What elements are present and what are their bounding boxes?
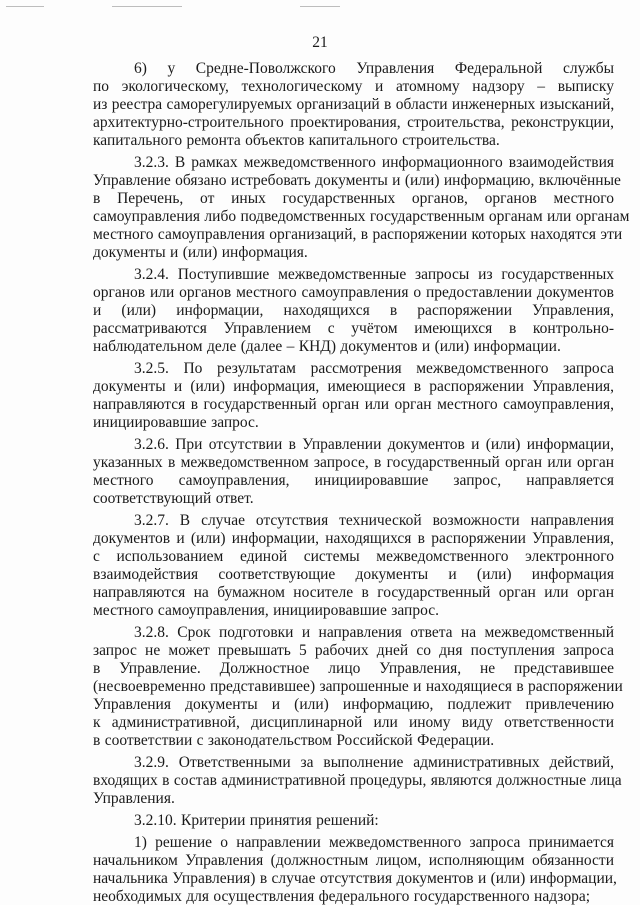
paragraph-p323 (93, 154, 630, 262)
text-line: по экологическому, технологическому и атомному надзору – выписку (93, 78, 614, 95)
text-line: 3.2.10. Критерии принятия решений: (134, 812, 379, 829)
text-line: капитального ремонта объектов капитального строительства. (93, 132, 500, 149)
text-line: самоуправления либо подведомственных государственным органам или органам (93, 208, 630, 225)
text-line: органов или органов местного самоуправления о предоставлении документов (93, 284, 614, 301)
text-line: документы и (или) информация. (93, 244, 308, 261)
text-line: инициировавшие запрос. (93, 414, 259, 431)
text-line: соответствующий ответ. (93, 490, 254, 507)
text-line: входящих в состав административной процедуры, являются должностные лица (93, 772, 622, 789)
paragraph-p6 (93, 60, 614, 150)
text-line: указанных в межведомственном запросе, в государственный орган или орган (93, 454, 614, 471)
text-line: 3.2.7. В случае отсутствия технической возможности направления (134, 512, 614, 529)
paragraph-p328 (93, 624, 623, 750)
text-line: начальника Управления) в случае отсутствия документов и (или) информации, (93, 870, 617, 887)
document-body (93, 60, 630, 906)
paragraph-p326 (93, 436, 614, 508)
text-line: 3.2.6. При отсутствии в Управлении документов и (или) информации, (134, 436, 614, 453)
text-line: 3.2.5. По результатам рассмотрения межведомственного запроса (134, 360, 614, 377)
paragraph-p325 (93, 360, 614, 432)
text-line: Управления документы и (или) информацию, подлежит привлечению (93, 696, 614, 713)
page-number: 21 (312, 34, 328, 51)
text-line: местного самоуправления организаций, в распоряжении которых находятся эти (93, 226, 623, 243)
text-line: 6) у Средне-Поволжского Управления Федеральной службы (134, 60, 614, 77)
scan-artifact (6, 6, 44, 7)
text-line: Управление обязано истребовать документы и (или) информацию, включённые (93, 172, 621, 189)
text-line: из реестра саморегулируемых организаций в области инженерных изысканий, (93, 96, 615, 113)
text-line: в Перечень, от иных государственных органов, органов местного (93, 190, 614, 207)
paragraph-p324 (93, 266, 614, 356)
text-line: 1) решение о направлении межведомственного запроса принимается (134, 834, 614, 851)
text-line: и (или) информации, находящихся в распоряжении Управления, (93, 302, 614, 319)
scan-artifact (112, 6, 182, 7)
text-line: необходимых для осуществления федерального государственного надзора; (93, 888, 591, 905)
text-line: в соответствии с законодательством Российской Федерации. (93, 732, 495, 749)
text-line: (несвоевременно представившее) запрошенные и находящиеся в распоряжении (93, 678, 623, 695)
text-line: местного самоуправления, инициировавшие запрос. (93, 602, 439, 619)
text-line: 3.2.3. В рамках межведомственного информационного взаимодействия (134, 154, 614, 171)
text-line: архитектурно-строительного проектирования, строительства, реконструкции, (93, 114, 614, 131)
text-line: документы и (или) информация, имеющиеся в распоряжении Управления, (93, 378, 614, 395)
text-line: рассматриваются Управлением с учётом имеющихся в контрольно- (93, 320, 614, 337)
paragraph-p1 (93, 834, 617, 906)
text-line: начальником Управления (должностным лицом, исполняющим обязанности (93, 852, 614, 869)
text-line: Управления. (93, 790, 175, 807)
text-line: запрос не может превышать 5 рабочих дней со дня поступления запроса (93, 642, 614, 659)
text-line: направляются в государственный орган или орган местного самоуправления, (93, 396, 614, 413)
paragraph-p3210 (93, 812, 614, 830)
text-line: к административной, дисциплинарной или иному виду ответственности (93, 714, 614, 731)
text-line: с использованием единой системы межведомственного электронного (93, 548, 614, 565)
text-line: 3.2.4. Поступившие межведомственные запросы из государственных (134, 266, 614, 283)
text-line: взаимодействия соответствующие документы и (или) информация (93, 566, 614, 583)
text-line: направляются на бумажном носителе в государственный орган или орган (93, 584, 614, 601)
text-line: местного самоуправления, инициировавшие запрос, направляется (93, 472, 614, 489)
paragraph-p327 (93, 512, 614, 620)
text-line: документов и (или) информации, находящихся в распоряжении Управления, (93, 530, 614, 547)
scan-artifact (300, 6, 340, 7)
text-line: 3.2.8. Срок подготовки и направления ответа на межведомственный (134, 624, 614, 641)
text-line: в Управление. Должностное лицо Управления, не представившее (93, 660, 614, 677)
text-line: 3.2.9. Ответственными за выполнение административных действий, (134, 754, 614, 771)
text-line: наблюдательном деле (далее – КНД) документов и (или) информации. (93, 338, 561, 355)
paragraph-p329 (93, 754, 622, 808)
